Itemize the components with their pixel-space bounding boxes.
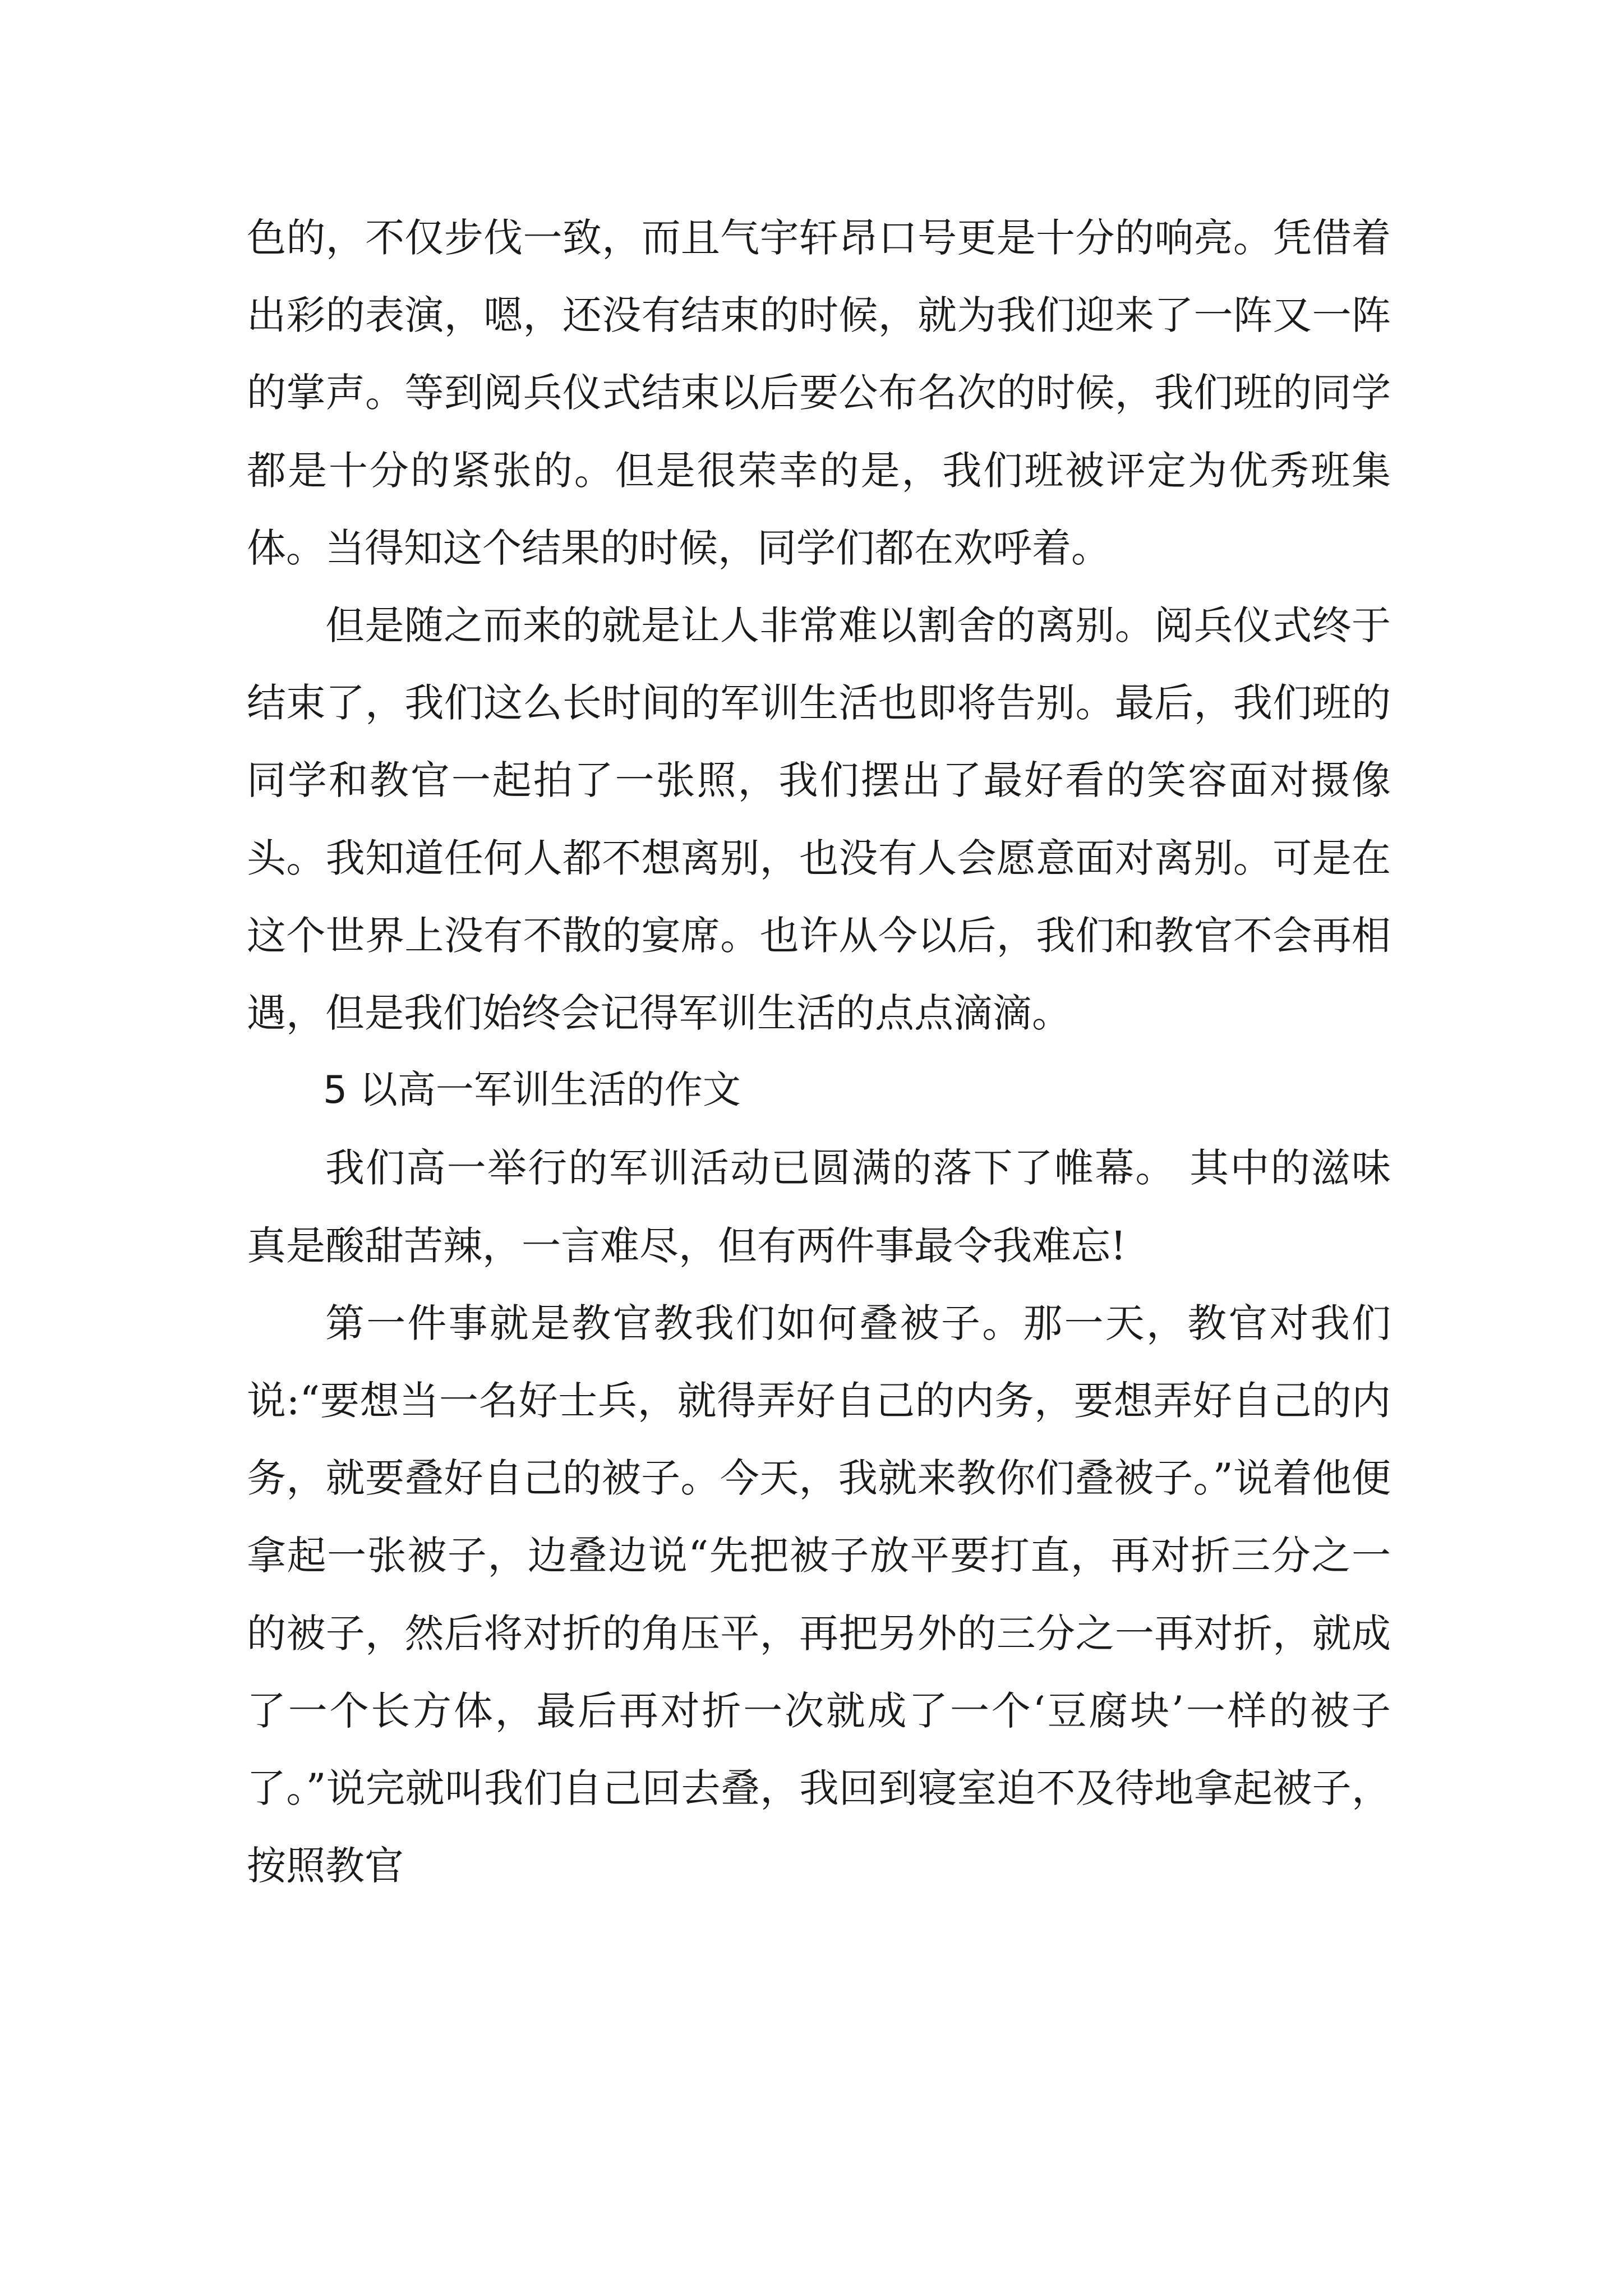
document-body (247, 199, 1391, 1904)
paragraph-folding-quilt: 第一件事就是教官教我们如何叠被子。那一天，教官对我们说:“要想当一名好士兵，就得弄好自己的内务，要想弄好自己的内务，就要叠好自己的被子。今天，我就来教你们叠被子。”说着他便拿起一张被子，边叠边说“先把被子放平要打直，再对折三分之一的被子，然后将对折的角压平，再把另外的三分之一再对折，就成了一个长方体，最后再对折一次就成了一个‘豆腐块’一样的被子了。”说完就叫我们自己回去叠，我回到寝室迫不及待地拿起被子，按照教官 (247, 1300, 1391, 1889)
section-heading: 5 以高一军训生活的作文 (323, 1068, 741, 1113)
paragraph-parade-result: 色的，不仅步伐一致，而且气宇轩昂口号更是十分的响亮。凭借着出彩的表演，嗯，还没有结束的时候，就为我们迎来了一阵又一阵的掌声。等到阅兵仪式结束以后要公布名次的时候，我们班的同学都是十分的紧张的。但是很荣幸的是，我们班被评定为优秀班集体。当得知这个结果的时候，同学们都在欢呼着。 (247, 215, 1391, 571)
paragraph-farewell: 但是随之而来的就是让人非常难以割舍的离别。阅兵仪式终于结束了，我们这么长时间的军训生活也即将告别。最后，我们班的同学和教官一起拍了一张照，我们摆出了最好看的笑容面对摄像头。我知道任何人都不想离别，也没有人会愿意面对离别。可是在这个世界上没有不散的宴席。也许从今以后，我们和教官不会再相遇，但是我们始终会记得军训生活的点点滴滴。 (247, 602, 1391, 1037)
paragraph-intro: 我们高一举行的军训活动已圆满的落下了帷幕。 其中的滋味真是酸甜苦辣，一言难尽，但有两件事最令我难忘! (247, 1145, 1391, 1269)
